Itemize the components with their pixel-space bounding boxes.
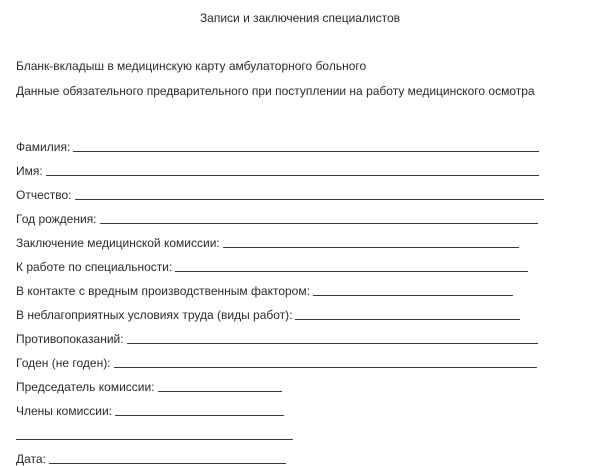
field-contraindications <box>16 322 596 346</box>
field-label: Годен (не годен): <box>16 356 111 370</box>
field-birth-year <box>16 202 596 226</box>
blank-line <box>49 452 286 464</box>
blank-line <box>295 308 520 320</box>
form-description: Данные обязательного предварительного при поступлении на работу медицинского осмотра <box>16 84 535 98</box>
field-label: Год рождения: <box>16 212 97 226</box>
field-label: Члены комиссии: <box>16 404 113 418</box>
field-members-extra <box>16 418 596 442</box>
blank-line <box>16 428 293 440</box>
blank-line <box>73 140 539 152</box>
field-chairman <box>16 370 596 394</box>
field-label: Имя: <box>16 164 43 178</box>
field-patronymic <box>16 178 596 202</box>
form-fields <box>16 130 596 466</box>
field-label: К работе по специальности: <box>16 260 173 274</box>
field-label: Председатель комиссии: <box>16 380 155 394</box>
field-adverse-conditions <box>16 298 596 322</box>
blank-line <box>313 284 513 296</box>
field-members <box>16 394 596 418</box>
blank-line <box>75 188 544 200</box>
page-title: Записи и заключения специалистов <box>199 11 401 25</box>
field-name <box>16 154 596 178</box>
blank-line <box>100 212 538 224</box>
field-label: В неблагоприятных условиях труда (виды работ): <box>16 308 293 322</box>
field-label: Фамилия: <box>16 140 71 154</box>
blank-line <box>127 332 538 344</box>
field-label: Дата: <box>16 452 46 466</box>
field-surname <box>16 130 596 154</box>
blank-line <box>46 164 539 176</box>
blank-line <box>158 380 282 392</box>
field-label: Противопоказаний: <box>16 332 124 346</box>
blank-line <box>175 260 528 272</box>
field-date <box>16 442 596 466</box>
field-fit <box>16 346 596 370</box>
field-label: Отчество: <box>16 188 72 202</box>
blank-line <box>223 236 519 248</box>
field-label: Заключение медицинской комиссии: <box>16 236 220 250</box>
blank-line <box>115 404 284 416</box>
form-subtitle: Бланк-вкладыш в медицинскую карту амбулаторного больного <box>16 59 367 73</box>
field-hazard-contact <box>16 274 596 298</box>
blank-line <box>114 356 537 368</box>
field-label: В контакте с вредным производственным фактором: <box>16 284 310 298</box>
field-commission-conclusion <box>16 226 596 250</box>
field-work-specialty <box>16 250 596 274</box>
